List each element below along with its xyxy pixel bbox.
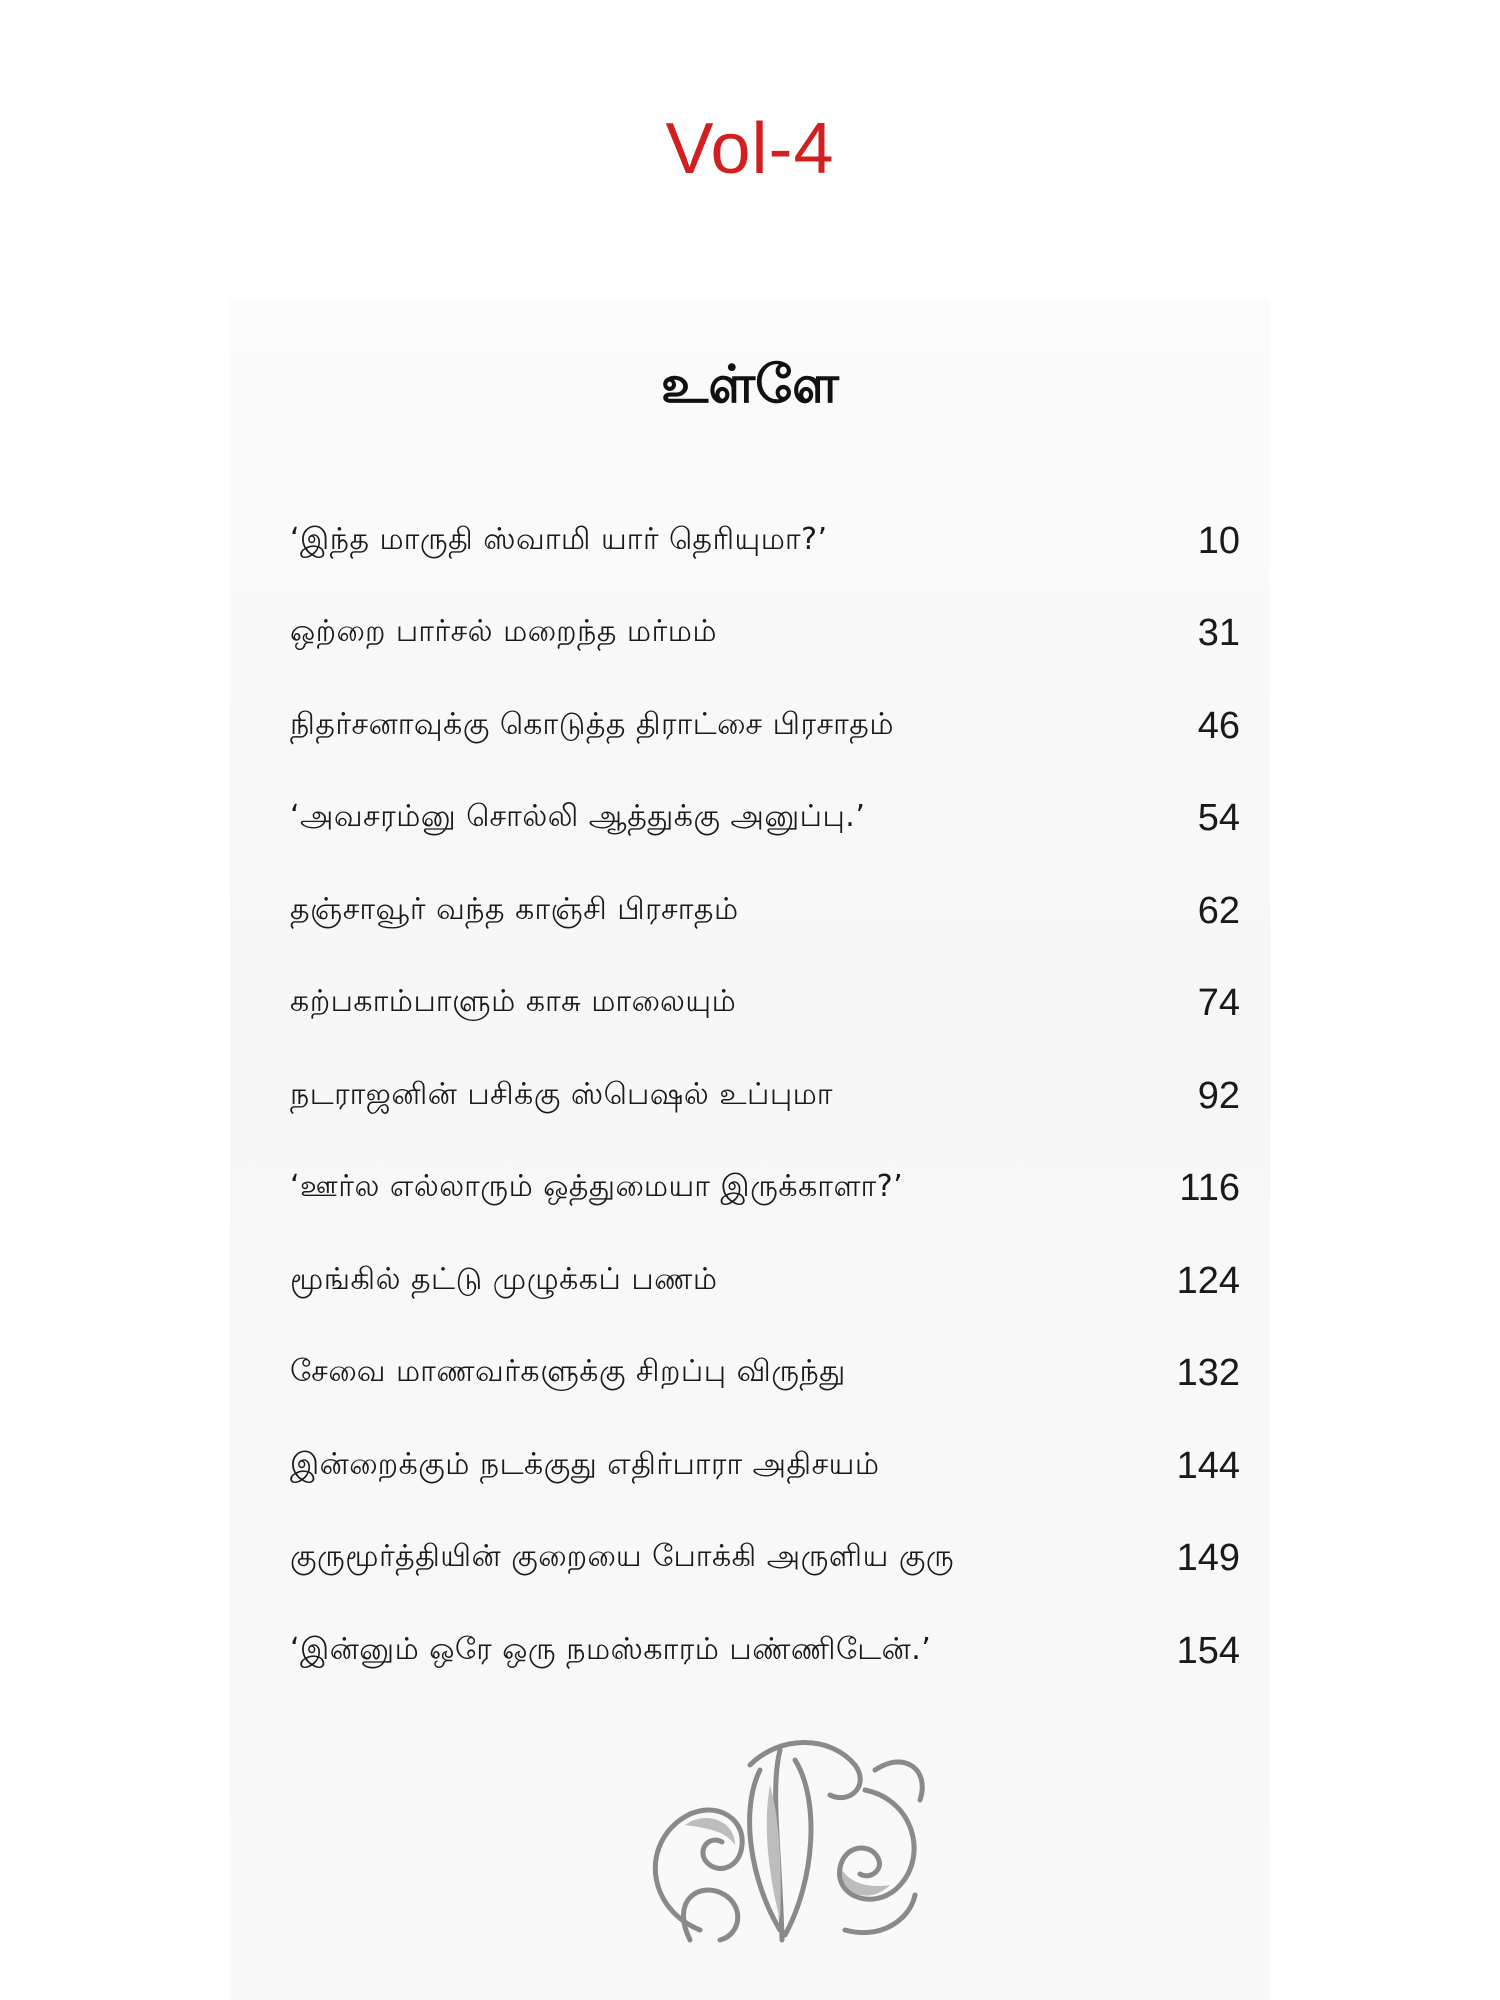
toc-entry-title: மூங்கில் தட்டு முழுக்கப் பணம் bbox=[290, 1261, 718, 1297]
table-of-contents bbox=[290, 495, 1240, 1698]
toc-entry-page: 31 bbox=[1197, 612, 1240, 655]
toc-entry bbox=[290, 1513, 1240, 1606]
toc-entry-title: தஞ்சாவூர் வந்த காஞ்சி பிரசாதம் bbox=[290, 891, 739, 927]
toc-entry-title: நிதர்சனாவுக்கு கொடுத்த திராட்சை பிரசாதம் bbox=[290, 706, 894, 742]
toc-entry-title: ‘இந்த மாருதி ஸ்வாமி யார் தெரியுமா?’ bbox=[290, 521, 828, 557]
toc-entry bbox=[290, 495, 1240, 588]
toc-entry bbox=[290, 1420, 1240, 1513]
toc-entry-title: இன்றைக்கும் நடக்குது எதிர்பாரா அதிசயம் bbox=[290, 1446, 880, 1482]
toc-entry-title: ‘ஊர்ல எல்லாரும் ஒத்துமையா இருக்காளா?’ bbox=[290, 1169, 904, 1205]
toc-entry-page: 154 bbox=[1176, 1629, 1240, 1672]
toc-entry-page: 124 bbox=[1176, 1259, 1240, 1302]
toc-entry-page: 46 bbox=[1197, 704, 1240, 747]
toc-entry bbox=[290, 680, 1240, 773]
toc-entry bbox=[290, 1605, 1240, 1698]
toc-entry bbox=[290, 588, 1240, 681]
toc-entry bbox=[290, 1050, 1240, 1143]
toc-entry-title: கற்பகாம்பாளும் காசு மாலையும் bbox=[290, 984, 737, 1020]
toc-entry-title: ‘இன்னும் ஒரே ஒரு நமஸ்காரம் பண்ணிடேன்.’ bbox=[290, 1631, 932, 1667]
toc-entry-page: 74 bbox=[1197, 982, 1240, 1025]
toc-entry-title: ஒற்றை பார்சல் மறைந்த மர்மம் bbox=[290, 614, 717, 650]
toc-entry-title: நடராஜனின் பசிக்கு ஸ்பெஷல் உப்புமா bbox=[290, 1076, 833, 1112]
toc-entry bbox=[290, 773, 1240, 866]
toc-entry-page: 116 bbox=[1179, 1167, 1240, 1210]
floral-ornament-icon bbox=[630, 1730, 940, 1960]
toc-entry-page: 62 bbox=[1197, 889, 1240, 932]
toc-entry-page: 144 bbox=[1176, 1444, 1240, 1487]
toc-entry bbox=[290, 1143, 1240, 1236]
contents-heading: உள்ளே bbox=[661, 355, 839, 415]
toc-entry-title: ‘அவசரம்னு சொல்லி ஆத்துக்கு அனுப்பு.’ bbox=[290, 799, 866, 835]
toc-entry-page: 54 bbox=[1197, 797, 1240, 840]
toc-entry bbox=[290, 958, 1240, 1051]
toc-entry-page: 149 bbox=[1176, 1537, 1240, 1580]
toc-entry-title: சேவை மாணவர்களுக்கு சிறப்பு விருந்து bbox=[290, 1354, 846, 1390]
toc-entry-page: 132 bbox=[1176, 1352, 1240, 1395]
toc-entry bbox=[290, 1328, 1240, 1421]
toc-entry-title: குருமூர்த்தியின் குறையை போக்கி அருளிய குரு bbox=[290, 1539, 955, 1575]
toc-entry bbox=[290, 865, 1240, 958]
toc-entry-page: 10 bbox=[1197, 519, 1240, 562]
toc-entry-page: 92 bbox=[1197, 1074, 1240, 1117]
toc-entry bbox=[290, 1235, 1240, 1328]
volume-label: Vol-4 bbox=[665, 109, 835, 189]
